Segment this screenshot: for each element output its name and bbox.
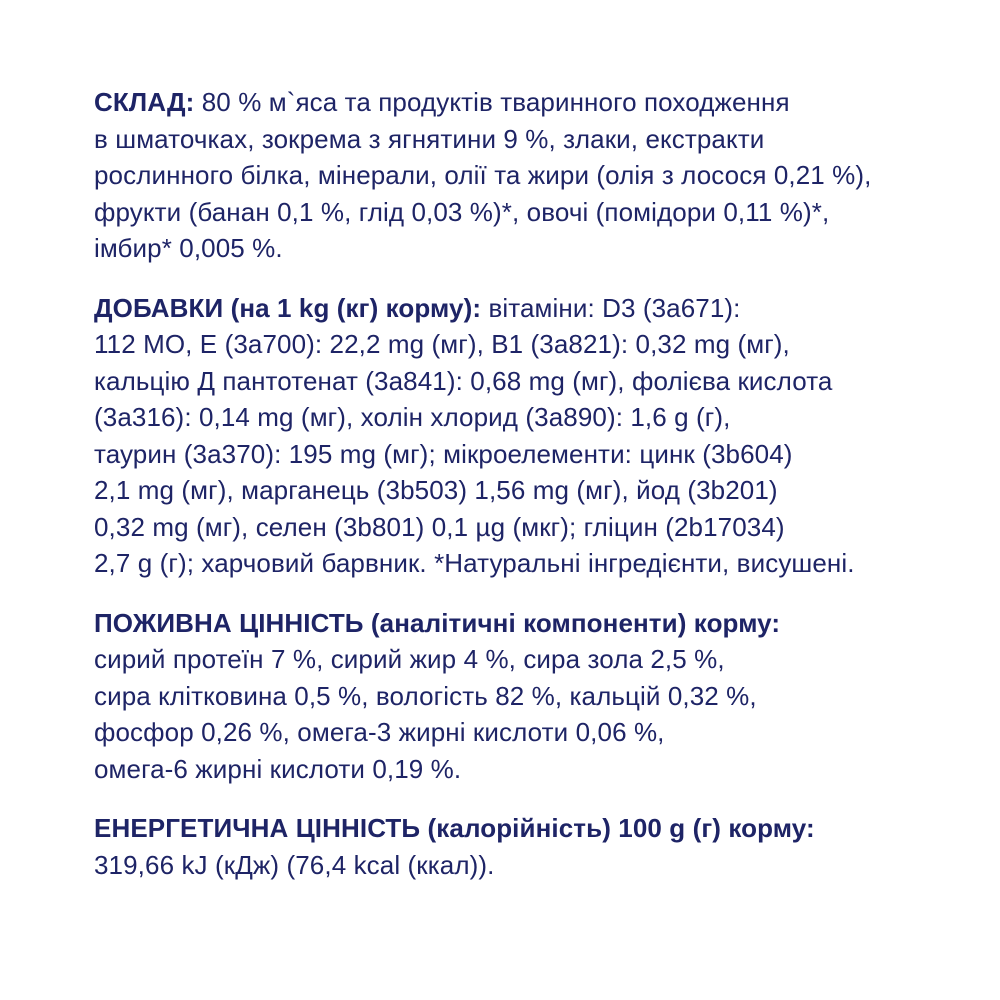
composition-text-line: 80 % м`яса та продуктів тваринного походження: [201, 87, 790, 117]
additives-text-line: вітаміни: D3 (3a671):: [488, 292, 741, 323]
composition-text-line: в шматочках, зокрема з ягнятини 9 %, злаки, екстракти: [94, 123, 765, 154]
additives-text-line: 2,1 mg (мг), марганець (3b503) 1,56 mg (мг), йод (3b201): [94, 475, 778, 505]
additives-text-line: 2,7 g (г); харчовий барвник. *Натуральні інгредієнти, висушені.: [94, 548, 855, 578]
additives-text-line: таурин (3a370): 195 mg (мг); мікроелементи: цинк (3b604): [94, 438, 793, 469]
composition-text-line: фрукти (банан 0,1 %, глід 0,03 %)*, овочі (помідори 0,11 %)*,: [94, 196, 830, 227]
additives-first-line: [94, 290, 974, 327]
energy-value-section: [94, 810, 974, 883]
additives-text-line: (3a316): 0,14 mg (мг), холін хлорид (3a890): 1,6 g (г),: [94, 402, 731, 432]
nutritional-value-text-line: сирий протеїн 7 %, сирий жир 4 %, сира зола 2,5 %,: [94, 644, 725, 674]
composition-text-line: імбир* 0,005 %.: [94, 233, 283, 263]
energy-value-heading: ЕНЕРГЕТИЧНА ЦІННІСТЬ (калорійність) 100 g (г) корму:: [94, 813, 815, 843]
additives-heading: ДОБАВКИ (на 1 kg (кг) корму):: [94, 292, 482, 323]
nutritional-value-text-line: фосфор 0,26 %, омега-3 жирні кислоти 0,06 %,: [94, 717, 665, 747]
product-label-text: [94, 84, 974, 883]
composition-section: [94, 84, 974, 267]
nutritional-value-text-line: омега-6 жирні кислоти 0,19 %.: [94, 753, 462, 784]
additives-text-line: кальцію Д пантотенат (3a841): 0,68 mg (мг), фолієва кислота: [94, 365, 833, 396]
nutritional-value-section: [94, 605, 974, 788]
additives-text-line: 112 МО, Е (3a700): 22,2 mg (мг), B1 (3a821): 0,32 mg (мг),: [94, 329, 790, 359]
nutritional-value-heading: ПОЖИВНА ЦІННІСТЬ (аналітичні компоненти) корму:: [94, 607, 781, 638]
composition-first-line: [94, 84, 974, 121]
energy-value-text-line: 319,66 kJ (кДж) (76,4 kcal (ккал)).: [94, 849, 495, 880]
composition-text-line: рослинного білка, мінерали, олії та жири (олія з лосося 0,21 %),: [94, 160, 872, 190]
nutritional-value-text-line: сира клітковина 0,5 %, вологість 82 %, кальцій 0,32 %,: [94, 680, 757, 711]
additives-text-line: 0,32 mg (мг), селен (3b801) 0,1 µg (мкг); гліцин (2b17034): [94, 511, 785, 542]
composition-heading: СКЛАД:: [94, 87, 195, 117]
additives-section: [94, 290, 974, 582]
